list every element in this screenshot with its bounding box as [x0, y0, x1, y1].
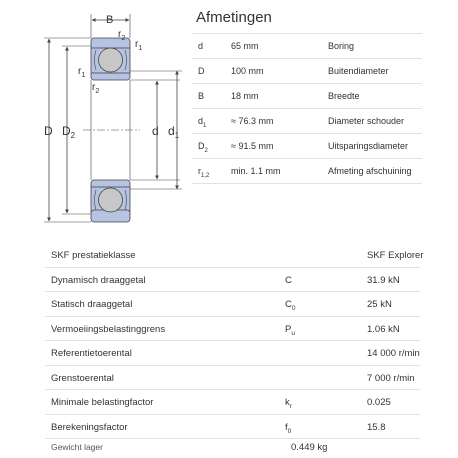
property-row [45, 243, 424, 268]
property-value: 7 000 r/min [367, 372, 415, 384]
dimension-symbol: B [198, 91, 205, 101]
outer-diameter-label: D [44, 124, 53, 138]
ball-top [99, 48, 123, 72]
property-name: SKF prestatieklasse [51, 250, 136, 261]
property-name: Dynamisch draaggetal [51, 274, 146, 286]
dimension-value: ≈ 76.3 mm [231, 116, 274, 126]
dimension-symbol: $D_2$ [198, 141, 208, 154]
property-name: Statisch draaggetal [51, 299, 133, 310]
dimensions-heading: Afmetingen [196, 9, 272, 26]
property-value: 1.06 kN [367, 323, 400, 335]
dimension-description: Diameter schouder [328, 116, 405, 126]
property-value: SKF Explorer [367, 250, 424, 261]
dimension-value: ≈ 91.5 mm [231, 141, 274, 151]
weight-label: Gewicht lager [51, 442, 103, 452]
bearing-cross-section-drawing [40, 10, 190, 225]
property-symbol: $f_0$ [285, 421, 292, 435]
property-row [45, 317, 420, 342]
property-symbol: C [285, 274, 292, 286]
dimension-value: 100 mm [231, 66, 264, 76]
dimension-symbol: d [198, 41, 204, 51]
property-name: Referentietoerental [51, 348, 132, 359]
r2-left-label: $r_2$ [92, 82, 100, 95]
property-name: Vermoeiingsbelastinggrens [51, 323, 166, 335]
property-row [45, 390, 420, 415]
dimension-row [192, 33, 422, 59]
property-value: 14 000 r/min [367, 348, 420, 359]
ball-bottom [99, 188, 123, 212]
property-name: Grenstoerental [51, 372, 114, 384]
dimension-description: Breedte [328, 91, 360, 101]
r1-top-label: $r_1$ [135, 39, 143, 52]
property-value: 25 kN [367, 299, 392, 310]
r1-left-label: $r_1$ [78, 66, 86, 79]
property-value: 15.8 [367, 421, 386, 433]
bearing-weight-row [45, 434, 420, 458]
shoulder-diameter-label: $d_1$ [168, 124, 180, 140]
property-symbol: $P_u$ [285, 323, 295, 337]
property-symbol: $C_0$ [285, 299, 296, 312]
dimension-description: Boring [328, 41, 355, 51]
dimension-row [192, 84, 422, 109]
b-label: B [106, 14, 114, 26]
dimension-description: Buitendiameter [328, 66, 389, 76]
dimension-symbol: $r_{1,2}$ [198, 166, 210, 179]
dimension-description: Afmeting afschuining [328, 166, 412, 176]
weight-value: 0.449 kg [291, 442, 328, 453]
dimension-row [192, 159, 422, 184]
property-name: Minimale belastingfactor [51, 397, 154, 408]
property-row [45, 366, 420, 391]
dimension-value: min. 1.1 mm [231, 166, 281, 176]
property-symbol: $k_r$ [285, 397, 292, 410]
property-value: 31.9 kN [367, 274, 400, 286]
dimension-row [192, 59, 422, 84]
property-name: Berekeningsfactor [51, 421, 128, 433]
r2-top-label: $r_2$ [118, 29, 126, 42]
property-row [45, 341, 420, 366]
dimensions-table [192, 33, 422, 184]
property-value: 0.025 [367, 397, 391, 408]
property-row [45, 268, 420, 293]
dimension-symbol: D [198, 66, 205, 76]
dimension-value: 65 mm [231, 41, 259, 51]
property-row [45, 292, 420, 317]
dimension-value: 18 mm [231, 91, 259, 101]
dimension-description: Uitsparingsdiameter [328, 141, 409, 151]
bore-label: d [152, 124, 159, 138]
dimension-row [192, 109, 422, 134]
dimension-symbol: $d_1$ [198, 116, 207, 129]
dimension-row [192, 134, 422, 159]
properties-table [45, 243, 424, 439]
recess-diameter-label: $D_2$ [62, 124, 76, 140]
